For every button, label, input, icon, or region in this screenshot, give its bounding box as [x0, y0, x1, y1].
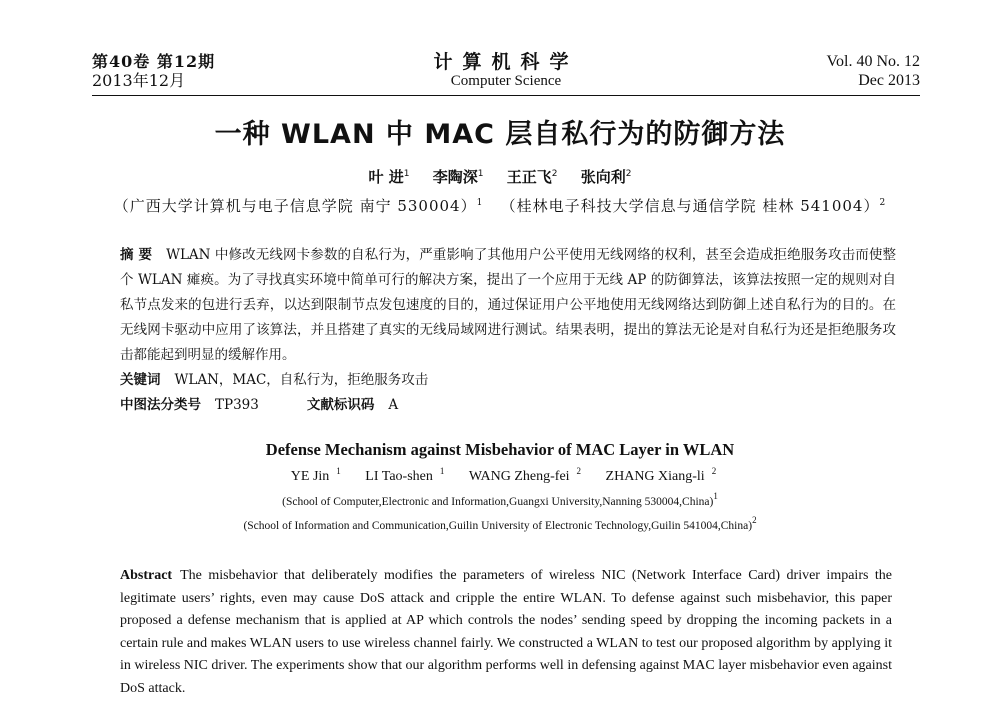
- abstract-en-label: Abstract: [120, 568, 173, 583]
- affiliation-en-2: (School of Information and Communication,Guilin University of Electronic Technology,Guilin 541004,China)$^2$: [243, 515, 757, 532]
- journal-name-cn: 计算机科学: [433, 51, 579, 73]
- classification-cn: [120, 393, 398, 413]
- doc-code-label: 文献标识码: [306, 397, 375, 413]
- keywords-cn-label: 关键词: [120, 372, 161, 388]
- affiliations-cn: （广西大学计算机与电子信息学院 南宁 530004）$^1$ （桂林电子科技大学信息与通信学院 桂林 541004）$^2$: [113, 197, 887, 215]
- affiliation-cn-2: （桂林电子科技大学信息与通信学院 桂林 541004）: [500, 197, 880, 215]
- author-cn: 李陶深$^1$: [432, 168, 484, 186]
- doc-code-value: A: [388, 397, 399, 413]
- abstract-cn-label: 摘 要: [120, 247, 153, 263]
- keywords-cn: [120, 368, 428, 388]
- affiliation-cn-1: （广西大学计算机与电子信息学院 南宁 530004）: [113, 197, 477, 215]
- journal-issue-en: [827, 52, 921, 90]
- journal-header: [92, 52, 920, 94]
- journal-name: [92, 52, 920, 91]
- author-en: LI Tao-shen $^1$: [365, 466, 445, 484]
- abstract-en-text: The misbehavior that deliberately modifies the parameters of wireless NIC (Network Interface Card) driver impairs the legitimate users’ rights, even may cause DoS attack and cripple the entire WLAN. To defense against such misbehavior, this paper proposed a defense mechanism that is applied at AP which controls the nodes’ sending speed by dropping the incoming packets in a certain rule and makes WLAN users to use wireless channel fairly. We constructed a WLAN to test our proposed algorithm by applying it in wireless NIC driver. The experiments show that our algorithm performs well in defensing against MAC layer misbehavior even against DoS attack.: [120, 568, 892, 696]
- paper-title-cn: 一种 WLAN 中 MAC 层自私行为的防御方法: [214, 119, 786, 150]
- header-rule: [92, 95, 920, 96]
- journal-name-en: Computer Science: [450, 73, 562, 89]
- author-en: YE Jin $^1$: [290, 466, 341, 484]
- volume-issue-cn: 第40卷 第12期: [92, 52, 216, 71]
- clc-label: 中图法分类号: [120, 397, 201, 413]
- author-en: ZHANG Xiang-li $^2$: [605, 466, 717, 484]
- clc-value: TP393: [215, 397, 259, 413]
- author-en: WANG Zheng-fei $^2$: [468, 466, 582, 484]
- abstract-en: [120, 565, 892, 700]
- date-en: Dec 2013: [858, 72, 920, 89]
- authors-en: [0, 466, 1000, 485]
- abstract-cn-text: WLAN 中修改无线网卡参数的自私行为，严重影响了其他用户公平使用无线网络的权利，甚至会造成拒绝服务攻击而使整个 WLAN 瘫痪。为了寻找真实环境中简单可行的解决方案，提出了一个应用于无线 AP 的防御算法，该算法按照一定的规则对自私节点发来的包进行丢弃，以达到限制节点发包速度的目的，通过保证用户公平地使用无线网络达到防御上述自私行为的目的。在无线网卡驱动中应用了该算法，并且搭建了真实的无线局域网进行测试。结果表明，提出的算法无论是对自私行为还是拒绝服务攻击都能起到明显的缓解作用。: [120, 247, 896, 363]
- authors-cn: [0, 166, 1000, 187]
- author-cn: 叶 进$^1$: [368, 168, 410, 186]
- affiliation-en-1: (School of Computer,Electronic and Information,Guangxi University,Nanning 530004,China)$^1$: [282, 491, 718, 508]
- author-cn: 王正飞$^2$: [506, 168, 558, 186]
- date-cn: 2013年12月: [92, 71, 186, 90]
- paper-title-en: Defense Mechanism against Misbehavior of MAC Layer in WLAN: [265, 440, 735, 459]
- keywords-cn-text: WLAN，MAC，自私行为，拒绝服务攻击: [174, 372, 429, 388]
- volume-issue-en: Vol. 40 No. 12: [826, 53, 920, 70]
- abstract-cn: [120, 243, 896, 368]
- author-cn: 张向利$^2$: [580, 168, 632, 186]
